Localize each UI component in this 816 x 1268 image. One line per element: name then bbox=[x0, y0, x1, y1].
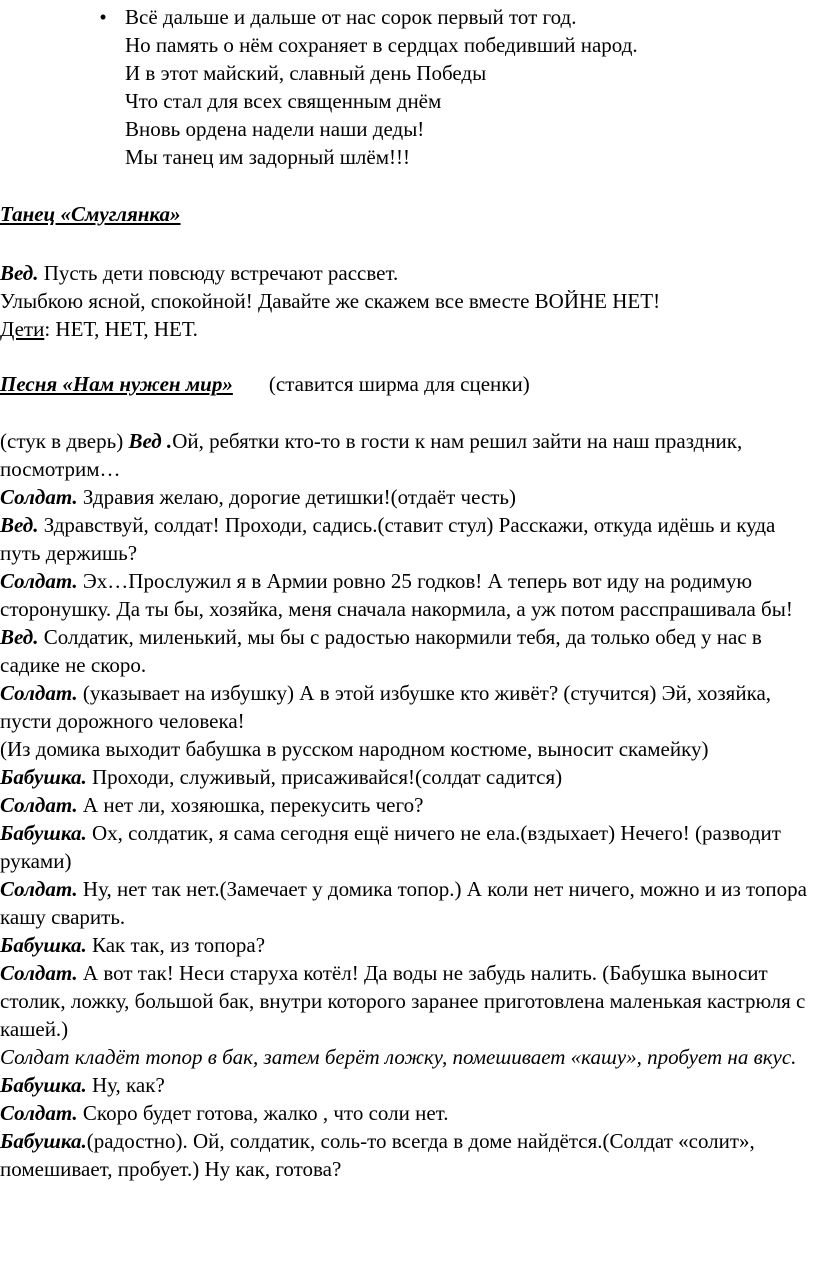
dialogue-line bbox=[0, 763, 816, 791]
dialogue-line bbox=[0, 1071, 816, 1099]
speaker-label: Бабушка. bbox=[0, 1073, 87, 1097]
dialogue-text: Здравствуй, солдат! Проходи, садись.(ставит стул) Расскажи, откуда идёшь и куда путь держишь? bbox=[0, 513, 776, 565]
song-title: Песня «Нам нужен мир» bbox=[0, 372, 233, 396]
remark-text: Пусть дети повсюду встречают рассвет. bbox=[38, 261, 399, 285]
bullet-icon: • bbox=[99, 5, 107, 29]
dialogue-text: Ох, солдатик, я сама сегодня ещё ничего не ела.(вздыхает) Нечего! (разводит руками) bbox=[0, 821, 781, 873]
poem-line: И в этот майский, славный день Победы bbox=[125, 61, 487, 85]
dialogue-line bbox=[0, 819, 816, 875]
dialogue-line bbox=[0, 427, 816, 483]
speaker-label: Дети bbox=[0, 317, 45, 341]
dialogue-text: Эх…Прослужил я в Армии ровно 25 годков! А теперь вот иду на родимую сторонушку. Да ты бы, хозяйка, меня сначала накормила, а уж потом расспрашивала бы! bbox=[0, 569, 793, 621]
speaker-label: Солдат. bbox=[0, 793, 78, 817]
dialogue-line bbox=[0, 511, 816, 567]
dialogue-text: А нет ли, хозяюшка, перекусить чего? bbox=[77, 793, 424, 817]
stage-direction: (стук в дверь) bbox=[0, 429, 129, 453]
speaker-label: Вед. bbox=[0, 261, 39, 285]
dialogue-line bbox=[0, 567, 816, 623]
kids-line bbox=[0, 315, 816, 343]
dialogue-text: Здравия желаю, дорогие детишки!(отдаёт честь) bbox=[77, 485, 517, 509]
dialogue-text: А вот так! Неси старуха котёл! Да воды не забудь налить. (Бабушка выносит столик, ложку, большой бак, внутри которого заранее приготовлена маленькая кастрюля с кашей.) bbox=[0, 961, 806, 1041]
dialogue-line bbox=[0, 791, 816, 819]
presenter-line bbox=[0, 287, 816, 315]
dialogue-text: Скоро будет готова, жалко , что соли нет. bbox=[77, 1101, 449, 1125]
speaker-label: Бабушка. bbox=[0, 933, 87, 957]
dialogue-text: Ну, как? bbox=[86, 1073, 165, 1097]
dialogue-text: Ой, ребятки кто-то в гости к нам решил зайти на наш праздник, посмотрим… bbox=[0, 429, 743, 481]
dialogue-line bbox=[0, 483, 816, 511]
speaker-label: Вед. bbox=[0, 513, 39, 537]
dialogue-text: Как так, из топора? bbox=[86, 933, 266, 957]
dialogue-text: Проходи, служивый, присаживайся!(солдат садится) bbox=[86, 765, 563, 789]
dialogue-text: (указывает на избушку) А в этой избушке кто живёт? (стучится) Эй, хозяйка, пусти дорожного человека! bbox=[0, 681, 772, 733]
dialogue-text: Солдатик, миленький, мы бы с радостью накормили тебя, да только обед у нас в садике не скоро. bbox=[0, 625, 762, 677]
remark-text: Улыбкою ясной, спокойной! Давайте же скажем все вместе ВОЙНЕ НЕТ! bbox=[0, 289, 661, 313]
dialogue-line bbox=[0, 931, 816, 959]
dialogue-line bbox=[0, 1127, 816, 1183]
scene-dialogue bbox=[0, 427, 816, 1183]
dialogue-line bbox=[0, 875, 816, 931]
stage-direction bbox=[0, 1043, 816, 1071]
stage-direction bbox=[0, 735, 816, 763]
presenter-line bbox=[0, 259, 816, 287]
song-heading bbox=[0, 370, 816, 398]
speaker-label: Бабушка. bbox=[0, 1129, 87, 1153]
poem-line: Вновь ордена надели наши деды! bbox=[125, 117, 425, 141]
speaker-label: Солдат. bbox=[0, 485, 78, 509]
poem-line: Что стал для всех священным днём bbox=[125, 89, 442, 113]
speaker-label: Солдат. bbox=[0, 681, 78, 705]
poem-line: Мы танец им задорный шлём!!! bbox=[125, 145, 410, 169]
remark-text: : НЕТ, НЕТ, НЕТ. bbox=[44, 317, 198, 341]
speaker-label: Солдат. bbox=[0, 569, 78, 593]
dance-title: Танец «Смуглянка» bbox=[0, 202, 181, 226]
dialogue-text: (Из домика выходит бабушка в русском народном костюме, выносит скамейку) bbox=[0, 737, 709, 761]
dialogue-line bbox=[0, 1099, 816, 1127]
poem-stanza bbox=[125, 3, 805, 171]
speaker-label: Бабушка. bbox=[0, 765, 87, 789]
song-note: (ставится ширма для сценки) bbox=[268, 372, 530, 396]
dialogue-text: Ну, нет так нет.(Замечает у домика топор.) А коли нет ничего, можно и из топора кашу сварить. bbox=[0, 877, 807, 929]
speaker-label: Солдат. bbox=[0, 961, 78, 985]
dialogue-line bbox=[0, 623, 816, 679]
presenter-remark bbox=[0, 259, 816, 343]
speaker-label: Вед . bbox=[128, 429, 173, 453]
dialogue-text: Солдат кладёт топор в бак, затем берёт ложку, помешивает «кашу», пробует на вкус. bbox=[0, 1045, 797, 1069]
speaker-label: Солдат. bbox=[0, 877, 78, 901]
dialogue-text: (радостно). Ой, солдатик, соль-то всегда в доме найдётся.(Солдат «солит», помешивает, пробует.) Ну как, готова? bbox=[0, 1129, 755, 1181]
speaker-label: Солдат. bbox=[0, 1101, 78, 1125]
poem-line: Но память о нём сохраняет в сердцах победивший народ. bbox=[125, 33, 638, 57]
dance-heading bbox=[0, 200, 816, 228]
dialogue-line bbox=[0, 679, 816, 735]
dialogue-line bbox=[0, 959, 816, 1043]
speaker-label: Вед. bbox=[0, 625, 39, 649]
poem-line: Всё дальше и дальше от нас сорок первый тот год. bbox=[125, 5, 577, 29]
speaker-label: Бабушка. bbox=[0, 821, 87, 845]
